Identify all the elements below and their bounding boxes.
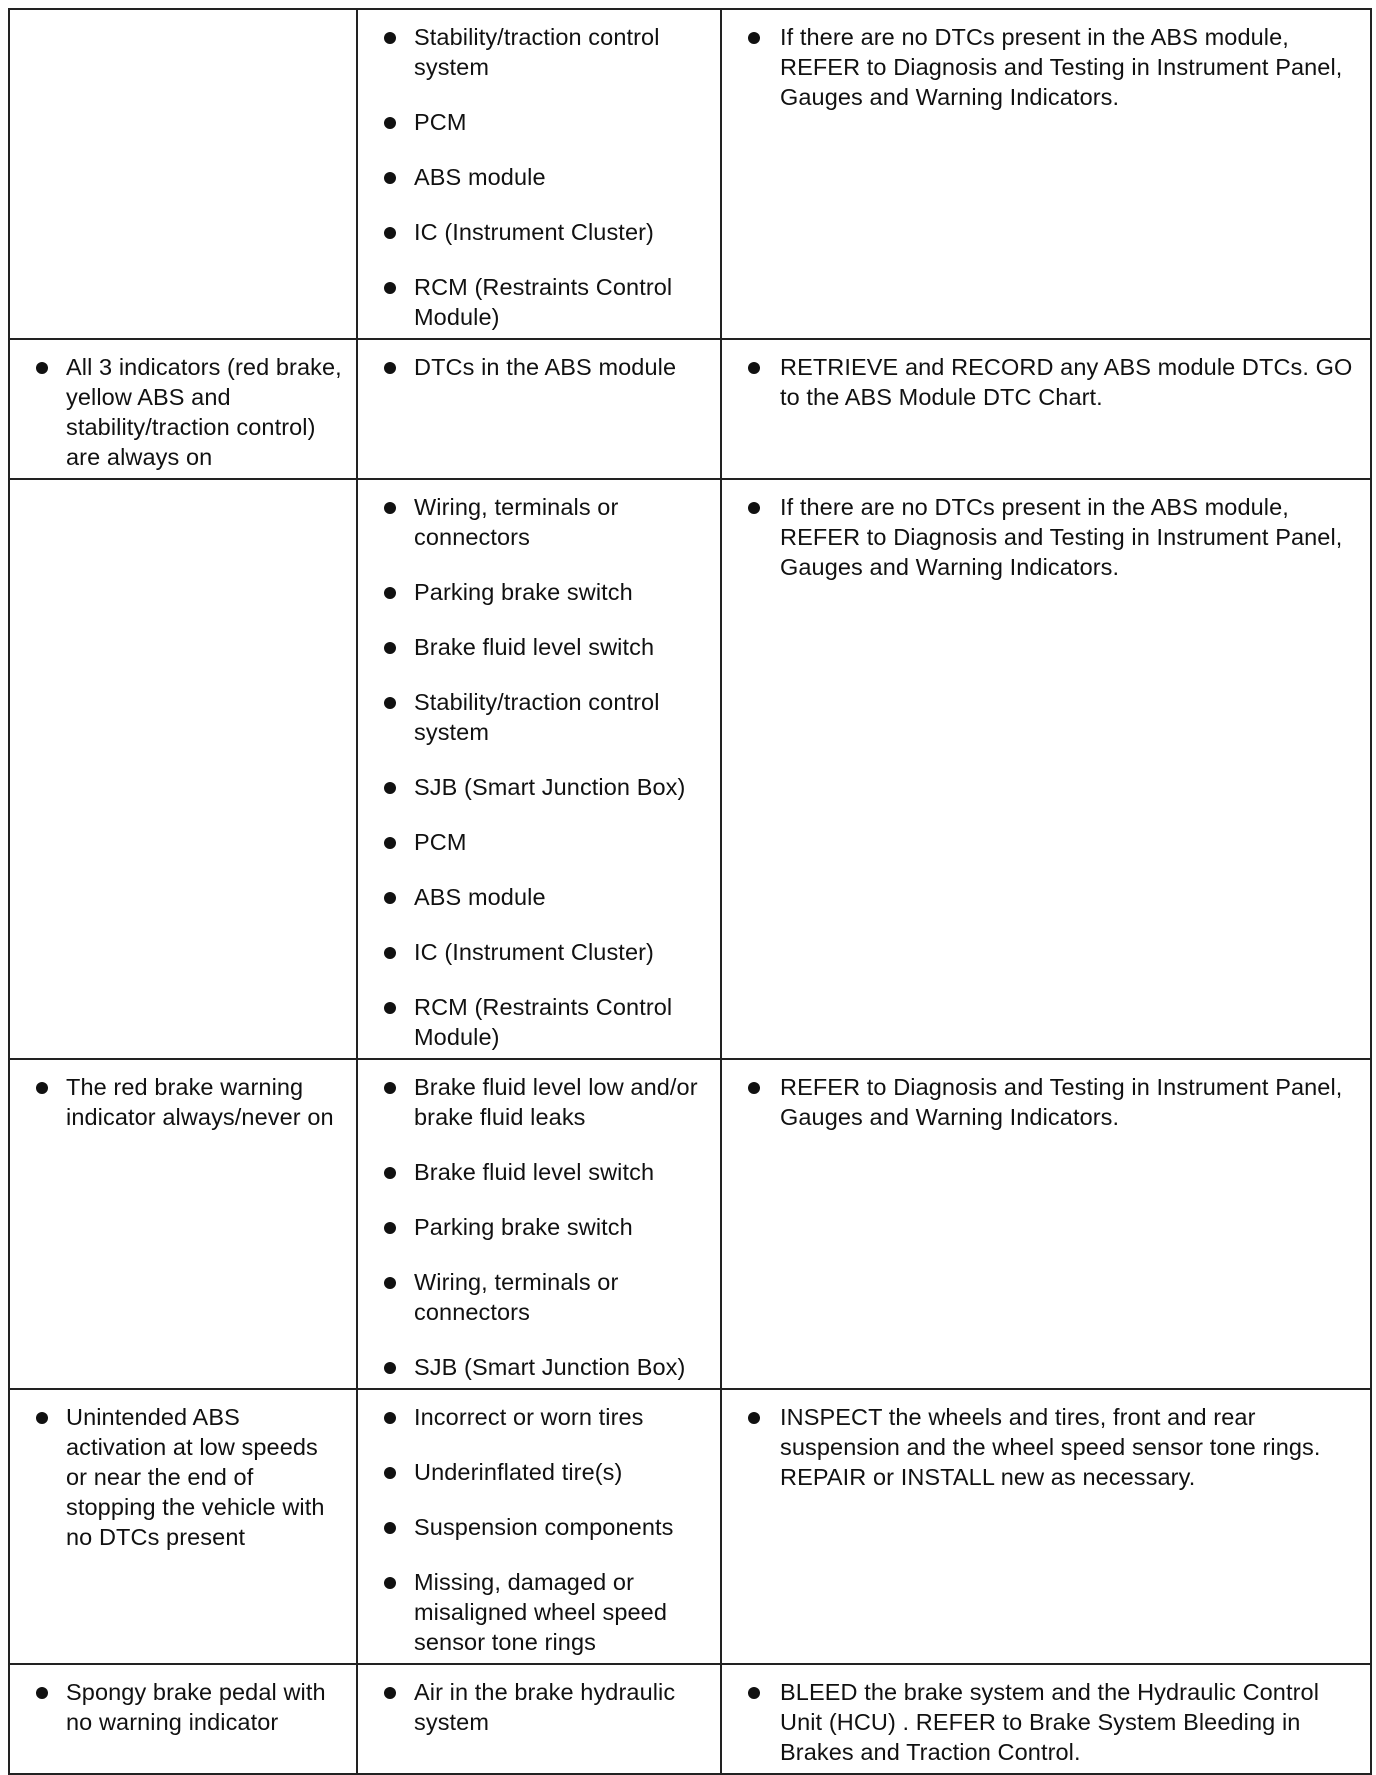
possible-source-cell <box>357 1389 721 1664</box>
bullet-icon <box>384 227 396 239</box>
source-item-text: SJB (Smart Junction Box) <box>414 774 686 800</box>
source-item <box>370 772 708 802</box>
source-item <box>370 992 708 1052</box>
bullet-icon <box>384 587 396 599</box>
source-item-text: ABS module <box>414 884 546 910</box>
source-item <box>370 1402 708 1432</box>
condition-cell <box>9 1664 357 1774</box>
condition-cell <box>9 9 357 339</box>
bullet-icon <box>384 1002 396 1014</box>
bullet-icon <box>384 172 396 184</box>
action-list <box>734 1072 1358 1132</box>
source-item-text: Brake fluid level switch <box>414 634 655 660</box>
source-item <box>370 492 708 552</box>
source-item-text: Missing, damaged or misaligned wheel speed sensor tone rings <box>414 1569 668 1655</box>
action-list <box>734 492 1358 582</box>
bullet-icon <box>384 117 396 129</box>
source-list <box>370 1677 708 1737</box>
action-item-text: REFER to Diagnosis and Testing in Instrument Panel, Gauges and Warning Indicators. <box>780 1074 1343 1130</box>
source-item <box>370 1157 708 1187</box>
action-item <box>734 1677 1358 1767</box>
source-item-text: Parking brake switch <box>414 1214 633 1240</box>
possible-source-cell <box>357 339 721 479</box>
table-row <box>9 1664 1371 1774</box>
source-item <box>370 1212 708 1242</box>
table-row <box>9 479 1371 1059</box>
action-item-text: If there are no DTCs present in the ABS module, REFER to Diagnosis and Testing in Instrument Panel, Gauges and Warning Indicators. <box>780 494 1343 580</box>
bullet-icon <box>36 1687 48 1699</box>
source-item <box>370 827 708 857</box>
source-item <box>370 1267 708 1327</box>
action-item <box>734 22 1358 112</box>
source-item <box>370 632 708 662</box>
source-item-text: Brake fluid level low and/or brake fluid leaks <box>414 1074 698 1130</box>
bullet-icon <box>384 1277 396 1289</box>
bullet-icon <box>384 1167 396 1179</box>
condition-item-text: The red brake warning indicator always/never on <box>66 1074 334 1130</box>
condition-cell <box>9 1059 357 1389</box>
source-list <box>370 22 708 332</box>
source-item-text: Brake fluid level switch <box>414 1159 655 1185</box>
source-item-text: Wiring, terminals or connectors <box>414 1269 619 1325</box>
source-item-text: IC (Instrument Cluster) <box>414 219 654 245</box>
action-item-text: INSPECT the wheels and tires, front and rear suspension and the wheel speed sensor tone rings. REPAIR or INSTALL new as necessary. <box>780 1404 1321 1490</box>
source-item <box>370 1352 708 1382</box>
source-item <box>370 352 708 382</box>
source-item-text: PCM <box>414 829 467 855</box>
action-cell <box>721 1059 1371 1389</box>
bullet-icon <box>384 1467 396 1479</box>
source-item-text: Stability/traction control system <box>414 689 660 745</box>
condition-item-text: Unintended ABS activation at low speeds or near the end of stopping the vehicle with no DTCs present <box>66 1404 325 1550</box>
bullet-icon <box>384 1522 396 1534</box>
bullet-icon <box>748 1412 760 1424</box>
action-item <box>734 492 1358 582</box>
action-list <box>734 1402 1358 1492</box>
bullet-icon <box>748 1082 760 1094</box>
action-item-text: RETRIEVE and RECORD any ABS module DTCs. GO to the ABS Module DTC Chart. <box>780 354 1353 410</box>
action-item <box>734 352 1358 412</box>
bullet-icon <box>384 1082 396 1094</box>
source-item-text: ABS module <box>414 164 546 190</box>
bullet-icon <box>384 362 396 374</box>
bullet-icon <box>36 362 48 374</box>
condition-list <box>22 1402 344 1552</box>
source-item-text: Parking brake switch <box>414 579 633 605</box>
action-list <box>734 1677 1358 1767</box>
source-item <box>370 272 708 332</box>
condition-item-text: All 3 indicators (red brake, yellow ABS and stability/traction control) are always on <box>66 354 342 470</box>
action-item <box>734 1402 1358 1492</box>
table-row <box>9 9 1371 339</box>
symptom-chart-table <box>8 8 1372 1775</box>
source-item <box>370 882 708 912</box>
bullet-icon <box>384 1412 396 1424</box>
source-item-text: PCM <box>414 109 467 135</box>
action-item-text: If there are no DTCs present in the ABS module, REFER to Diagnosis and Testing in Instrument Panel, Gauges and Warning Indicators. <box>780 24 1343 110</box>
source-list <box>370 492 708 1052</box>
source-item-text: SJB (Smart Junction Box) <box>414 1354 686 1380</box>
action-cell <box>721 1664 1371 1774</box>
bullet-icon <box>384 697 396 709</box>
source-item-text: Wiring, terminals or connectors <box>414 494 619 550</box>
source-item-text: Air in the brake hydraulic system <box>414 1679 676 1735</box>
bullet-icon <box>384 642 396 654</box>
condition-item <box>22 352 344 472</box>
source-item-text: Stability/traction control system <box>414 24 660 80</box>
source-list <box>370 352 708 382</box>
source-item-text: IC (Instrument Cluster) <box>414 939 654 965</box>
condition-list <box>22 352 344 472</box>
source-list <box>370 1072 708 1382</box>
possible-source-cell <box>357 1664 721 1774</box>
source-item-text: Underinflated tire(s) <box>414 1459 623 1485</box>
bullet-icon <box>384 892 396 904</box>
condition-item <box>22 1402 344 1552</box>
table-row <box>9 1389 1371 1664</box>
condition-list <box>22 1677 344 1737</box>
action-list <box>734 352 1358 412</box>
source-item-text: Suspension components <box>414 1514 674 1540</box>
source-item <box>370 1072 708 1132</box>
source-item <box>370 1567 708 1657</box>
bullet-icon <box>384 1222 396 1234</box>
bullet-icon <box>384 502 396 514</box>
action-cell <box>721 9 1371 339</box>
bullet-icon <box>384 32 396 44</box>
source-item-text: RCM (Restraints Control Module) <box>414 994 673 1050</box>
source-item-text: DTCs in the ABS module <box>414 354 677 380</box>
possible-source-cell <box>357 479 721 1059</box>
bullet-icon <box>36 1082 48 1094</box>
source-item <box>370 162 708 192</box>
possible-source-cell <box>357 1059 721 1389</box>
source-list <box>370 1402 708 1657</box>
source-item <box>370 107 708 137</box>
condition-item <box>22 1072 344 1132</box>
condition-cell <box>9 479 357 1059</box>
bullet-icon <box>748 502 760 514</box>
condition-cell <box>9 339 357 479</box>
condition-list <box>22 1072 344 1132</box>
source-item <box>370 1512 708 1542</box>
action-item-text: BLEED the brake system and the Hydraulic Control Unit (HCU) . REFER to Brake System Bleeding in Brakes and Traction Control. <box>780 1679 1320 1765</box>
source-item <box>370 1677 708 1737</box>
bullet-icon <box>384 782 396 794</box>
source-item <box>370 577 708 607</box>
condition-cell <box>9 1389 357 1664</box>
source-item <box>370 217 708 247</box>
table-row <box>9 339 1371 479</box>
bullet-icon <box>36 1412 48 1424</box>
condition-item-text: Spongy brake pedal with no warning indicator <box>66 1679 326 1735</box>
source-item-text: Incorrect or worn tires <box>414 1404 644 1430</box>
source-item <box>370 937 708 967</box>
bullet-icon <box>748 32 760 44</box>
source-item <box>370 22 708 82</box>
bullet-icon <box>748 362 760 374</box>
action-cell <box>721 339 1371 479</box>
bullet-icon <box>384 1362 396 1374</box>
possible-source-cell <box>357 9 721 339</box>
source-item <box>370 1457 708 1487</box>
action-cell <box>721 1389 1371 1664</box>
source-item <box>370 687 708 747</box>
table-row <box>9 1059 1371 1389</box>
bullet-icon <box>748 1687 760 1699</box>
action-list <box>734 22 1358 112</box>
action-item <box>734 1072 1358 1132</box>
action-cell <box>721 479 1371 1059</box>
condition-item <box>22 1677 344 1737</box>
symptom-chart-body <box>9 9 1371 1774</box>
bullet-icon <box>384 947 396 959</box>
source-item-text: RCM (Restraints Control Module) <box>414 274 673 330</box>
bullet-icon <box>384 282 396 294</box>
bullet-icon <box>384 837 396 849</box>
bullet-icon <box>384 1687 396 1699</box>
bullet-icon <box>384 1577 396 1589</box>
